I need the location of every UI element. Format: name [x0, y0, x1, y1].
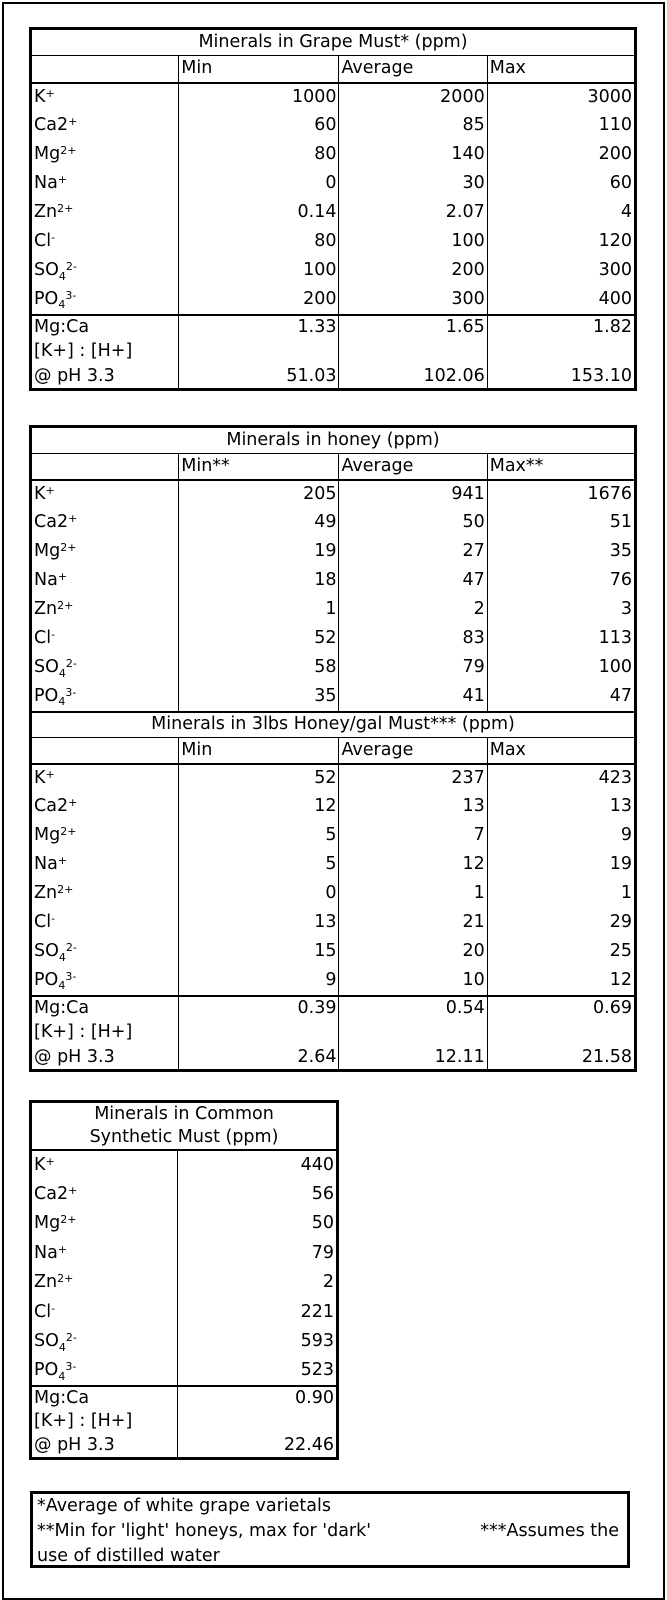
table-row — [31, 141, 636, 170]
ion-label — [31, 1180, 178, 1210]
header-average: Average — [339, 738, 487, 764]
value-cell: 140 — [339, 141, 487, 170]
ion-charge: 2+ — [57, 883, 74, 897]
value-cell: 50 — [339, 509, 487, 538]
value-cell: 0 — [179, 880, 339, 909]
ion-label — [31, 1357, 178, 1387]
ph-value: 2.64 — [179, 1046, 339, 1071]
value-cell: 523 — [178, 1357, 338, 1387]
ion-charge: - — [51, 1301, 56, 1315]
value-cell: 83 — [339, 625, 487, 654]
table-row — [31, 509, 636, 538]
ion-symbol: Ca2 — [34, 796, 69, 817]
empty-cell — [179, 340, 339, 365]
title-line-2: Synthetic Must (ppm) — [89, 1127, 279, 1147]
ph-value: 51.03 — [179, 365, 339, 390]
value-cell: 18 — [179, 567, 339, 596]
ion-subscript: 4 — [58, 1369, 66, 1383]
ion-label — [31, 1150, 178, 1180]
ion-subscript: 4 — [58, 695, 66, 709]
ion-symbol: Zn — [34, 599, 58, 620]
ion-subscript: 4 — [58, 298, 66, 312]
ion-charge: + — [45, 86, 55, 100]
value-cell: 29 — [487, 909, 635, 938]
value-cell: 21 — [339, 909, 487, 938]
table-row — [31, 1180, 338, 1210]
header-max: Max — [487, 56, 635, 83]
table-row — [31, 654, 636, 683]
ion-symbol: Na — [34, 570, 58, 591]
ion-symbol: PO — [34, 969, 59, 990]
ion-symbol: Mg — [34, 1213, 61, 1233]
header-blank — [31, 738, 179, 764]
ion-label — [31, 199, 179, 228]
value-cell: 1 — [339, 880, 487, 909]
table-row — [31, 170, 636, 199]
ratio-value: 1.65 — [339, 315, 487, 340]
value-cell: 2 — [339, 596, 487, 625]
table-row — [31, 1268, 338, 1298]
ion-label — [31, 83, 179, 112]
value-cell: 2 — [178, 1268, 338, 1298]
ph-value: 22.46 — [178, 1434, 338, 1458]
ion-symbol: K — [34, 1154, 46, 1175]
ion-label — [31, 654, 179, 683]
ratio-value: 0.39 — [179, 996, 339, 1021]
ion-charge: 3- — [65, 288, 77, 302]
ion-label — [31, 793, 179, 822]
ion-symbol: PO — [34, 1360, 59, 1380]
ion-symbol: Mg — [34, 825, 61, 846]
ratio-label: Mg:Ca — [31, 1386, 178, 1410]
ion-charge: 2+ — [57, 599, 74, 613]
ion-symbol: Mg — [34, 541, 61, 562]
table-row — [31, 480, 636, 509]
footnote-3-cont: use of distilled water — [37, 1546, 220, 1566]
value-cell: 0.14 — [179, 199, 339, 228]
value-cell: 13 — [487, 793, 635, 822]
ion-symbol: PO — [34, 685, 59, 706]
ion-label — [31, 625, 179, 654]
table-row — [31, 793, 636, 822]
ph-value: 12.11 — [339, 1046, 487, 1071]
ratio-value: 1.33 — [179, 315, 339, 340]
table-row — [31, 83, 636, 112]
value-cell: 79 — [178, 1239, 338, 1269]
table-row — [31, 1239, 338, 1269]
ion-symbol: Zn — [34, 883, 58, 904]
ph-row — [31, 1046, 636, 1071]
ratio-row — [31, 315, 636, 340]
honey-table — [29, 425, 637, 1072]
value-cell: 300 — [487, 257, 635, 286]
value-cell: 100 — [179, 257, 339, 286]
ion-charge: 2- — [65, 1331, 77, 1344]
ion-label — [31, 170, 179, 199]
value-cell: 110 — [487, 112, 635, 141]
footnote-3: ***Assumes the — [480, 1521, 619, 1541]
ion-label — [31, 967, 179, 996]
header-min: Min — [179, 56, 339, 83]
value-cell: 7 — [339, 822, 487, 851]
header-average: Average — [339, 56, 487, 83]
ion-symbol: Na — [34, 173, 58, 194]
table-row — [31, 228, 636, 257]
ion-charge: 2+ — [57, 202, 74, 216]
empty-cell — [487, 1021, 635, 1046]
value-cell: 1000 — [179, 83, 339, 112]
empty-cell — [487, 340, 635, 365]
ion-charge: + — [57, 173, 68, 187]
value-cell: 200 — [179, 286, 339, 315]
ion-charge: + — [45, 767, 55, 781]
ion-charge: - — [51, 231, 56, 245]
table-row — [31, 596, 636, 625]
table-row — [31, 1150, 338, 1180]
ion-label — [31, 764, 179, 793]
synthetic-must-table — [29, 1100, 339, 1460]
ion-symbol: Cl — [34, 628, 52, 649]
value-cell: 50 — [178, 1209, 338, 1239]
value-cell: 237 — [339, 764, 487, 793]
value-cell: 120 — [487, 228, 635, 257]
ion-symbol: Cl — [34, 231, 52, 252]
ion-label — [31, 822, 179, 851]
khr-row — [31, 1021, 636, 1046]
value-cell: 76 — [487, 567, 635, 596]
value-cell: 80 — [179, 141, 339, 170]
ion-label — [31, 851, 179, 880]
khr-label: [K+] : [H+] — [34, 1022, 133, 1043]
value-cell: 200 — [487, 141, 635, 170]
value-cell: 113 — [487, 625, 635, 654]
ion-charge: - — [51, 912, 56, 926]
value-cell: 200 — [339, 257, 487, 286]
ion-symbol: Ca2 — [34, 1183, 69, 1204]
ion-label — [31, 1209, 178, 1239]
footnotes-box — [30, 1491, 630, 1568]
table-row — [31, 1357, 338, 1387]
value-cell: 941 — [339, 480, 487, 509]
value-cell: 35 — [179, 683, 339, 712]
value-cell: 27 — [339, 538, 487, 567]
value-cell: 12 — [339, 851, 487, 880]
ratio-value: 1.82 — [487, 315, 635, 340]
ion-charge: + — [45, 483, 55, 497]
ion-symbol: Na — [34, 1242, 58, 1263]
ion-label — [31, 1298, 178, 1328]
khr-row — [31, 340, 636, 365]
title-line-1: Minerals in Common — [94, 1104, 274, 1124]
ratio-value: 0.90 — [178, 1386, 338, 1410]
empty-cell — [178, 1410, 338, 1434]
table-row — [31, 538, 636, 567]
value-cell: 205 — [179, 480, 339, 509]
value-cell: 49 — [179, 509, 339, 538]
ion-charge: 3- — [65, 1360, 77, 1373]
ratio-row — [31, 1386, 338, 1410]
khr-label: [K+] : [H+] — [34, 1411, 133, 1432]
ion-label — [31, 1268, 178, 1298]
ion-symbol: Ca2 — [34, 115, 69, 136]
table-row — [31, 967, 636, 996]
ratio-value: 0.69 — [487, 996, 635, 1021]
value-cell: 15 — [179, 938, 339, 967]
ion-symbol: K — [34, 483, 46, 504]
empty-cell — [339, 340, 487, 365]
ion-charge: + — [68, 1183, 78, 1197]
value-cell: 221 — [178, 1298, 338, 1328]
ion-label — [31, 286, 179, 315]
header-min: Min** — [179, 454, 339, 480]
ion-charge: - — [51, 628, 56, 642]
ion-label — [31, 909, 179, 938]
ion-charge: + — [57, 854, 68, 868]
value-cell: 300 — [339, 286, 487, 315]
value-cell: 10 — [339, 967, 487, 996]
value-cell: 41 — [339, 683, 487, 712]
value-cell: 25 — [487, 938, 635, 967]
ion-label — [31, 141, 179, 170]
value-cell: 19 — [487, 851, 635, 880]
table-row — [31, 1298, 338, 1328]
value-cell: 9 — [179, 967, 339, 996]
value-cell: 47 — [339, 567, 487, 596]
value-cell: 1676 — [487, 480, 635, 509]
value-cell: 85 — [339, 112, 487, 141]
footnote-1: *Average of white grape varietals — [37, 1496, 331, 1516]
ion-label — [31, 596, 179, 625]
khr-row — [31, 1410, 338, 1434]
table-title: Minerals in honey (ppm) — [226, 429, 440, 450]
value-cell: 30 — [339, 170, 487, 199]
ion-charge: 2- — [65, 941, 77, 955]
value-cell: 20 — [339, 938, 487, 967]
value-cell: 56 — [178, 1180, 338, 1210]
value-cell: 52 — [179, 625, 339, 654]
ion-subscript: 4 — [58, 666, 66, 680]
table-row — [31, 1327, 338, 1357]
table-row — [31, 938, 636, 967]
khr-label: [K+] : [H+] — [34, 341, 133, 362]
ion-symbol: SO — [34, 657, 59, 678]
table-row — [31, 257, 636, 286]
ion-label — [31, 509, 179, 538]
empty-cell — [179, 1021, 339, 1046]
value-cell: 13 — [179, 909, 339, 938]
ion-charge: 2- — [65, 260, 77, 274]
value-cell: 1 — [179, 596, 339, 625]
ion-charge: + — [68, 512, 78, 526]
ion-label — [31, 228, 179, 257]
value-cell: 2.07 — [339, 199, 487, 228]
ph-value: 102.06 — [339, 365, 487, 390]
ratio-row — [31, 996, 636, 1021]
table-row — [31, 112, 636, 141]
grape-must-table — [29, 27, 637, 391]
ion-symbol: K — [34, 86, 46, 107]
table-title: Minerals in Grape Must* (ppm) — [198, 31, 468, 52]
value-cell: 47 — [487, 683, 635, 712]
ion-charge: + — [57, 1242, 68, 1256]
ion-symbol: Ca2 — [34, 512, 69, 533]
ion-label — [31, 567, 179, 596]
value-cell: 12 — [179, 793, 339, 822]
value-cell: 1 — [487, 880, 635, 909]
table-title — [31, 1102, 338, 1151]
ion-subscript: 4 — [58, 1340, 66, 1354]
ion-label — [31, 1327, 178, 1357]
value-cell: 19 — [179, 538, 339, 567]
ion-symbol: Mg — [34, 144, 61, 165]
value-cell: 51 — [487, 509, 635, 538]
value-cell: 4 — [487, 199, 635, 228]
value-cell: 440 — [178, 1150, 338, 1180]
ion-label — [31, 683, 179, 712]
header-min: Min — [179, 738, 339, 764]
table-row — [31, 764, 636, 793]
ion-charge: + — [57, 570, 68, 584]
empty-cell — [339, 1021, 487, 1046]
value-cell: 52 — [179, 764, 339, 793]
ion-symbol: Zn — [34, 1272, 58, 1292]
value-cell: 100 — [487, 654, 635, 683]
ion-charge: + — [68, 796, 78, 810]
section-title: Minerals in 3lbs Honey/gal Must*** (ppm) — [31, 712, 636, 738]
value-cell: 80 — [179, 228, 339, 257]
value-cell: 3000 — [487, 83, 635, 112]
value-cell: 35 — [487, 538, 635, 567]
ion-label — [31, 257, 179, 286]
header-blank — [31, 454, 179, 480]
header-max: Max — [487, 738, 635, 764]
table-row — [31, 683, 636, 712]
ion-charge: 3- — [65, 685, 77, 699]
table-row — [31, 286, 636, 315]
ion-charge: 2+ — [60, 1213, 77, 1226]
value-cell: 79 — [339, 654, 487, 683]
ion-charge: 2+ — [60, 825, 77, 839]
value-cell: 0 — [179, 170, 339, 199]
ion-label — [31, 880, 179, 909]
ph-row — [31, 1434, 338, 1458]
value-cell: 100 — [339, 228, 487, 257]
ph-value: 21.58 — [487, 1046, 635, 1071]
ion-subscript: 4 — [58, 979, 66, 993]
value-cell: 3 — [487, 596, 635, 625]
ion-subscript: 4 — [58, 269, 66, 283]
ion-symbol: SO — [34, 260, 59, 281]
value-cell: 400 — [487, 286, 635, 315]
ph-row — [31, 365, 636, 390]
table-row — [31, 199, 636, 228]
value-cell: 5 — [179, 851, 339, 880]
ion-label — [31, 538, 179, 567]
ion-charge: 3- — [65, 969, 77, 983]
ion-symbol: Zn — [34, 202, 58, 223]
ion-label — [31, 1239, 178, 1269]
ph-label: @ pH 3.3 — [34, 1046, 115, 1067]
ion-label — [31, 112, 179, 141]
header-max: Max** — [487, 454, 635, 480]
ph-label: @ pH 3.3 — [34, 365, 115, 386]
ion-symbol: Na — [34, 854, 58, 875]
table-row — [31, 625, 636, 654]
value-cell: 58 — [179, 654, 339, 683]
header-average: Average — [339, 454, 487, 480]
value-cell: 423 — [487, 764, 635, 793]
header-blank — [31, 56, 179, 83]
ion-symbol: PO — [34, 288, 59, 309]
ion-symbol: Cl — [34, 1301, 52, 1322]
value-cell: 593 — [178, 1327, 338, 1357]
ion-charge: 2+ — [60, 144, 77, 158]
ph-value: 153.10 — [487, 365, 635, 390]
ion-symbol: Cl — [34, 912, 52, 933]
value-cell: 12 — [487, 967, 635, 996]
ratio-label: Mg:Ca — [31, 996, 179, 1021]
ion-label — [31, 480, 179, 509]
table-row — [31, 851, 636, 880]
value-cell: 13 — [339, 793, 487, 822]
ion-label — [31, 938, 179, 967]
ion-symbol: SO — [34, 941, 59, 962]
table-row — [31, 880, 636, 909]
value-cell: 5 — [179, 822, 339, 851]
ion-subscript: 4 — [58, 950, 66, 964]
ion-symbol: SO — [34, 1331, 59, 1351]
ion-symbol: K — [34, 767, 46, 788]
ion-charge: 2+ — [57, 1272, 74, 1285]
value-cell: 60 — [179, 112, 339, 141]
ion-charge: + — [45, 1154, 55, 1168]
ion-charge: 2- — [65, 657, 77, 671]
table-row — [31, 1209, 338, 1239]
ph-label: @ pH 3.3 — [34, 1434, 115, 1455]
value-cell: 2000 — [339, 83, 487, 112]
ion-charge: + — [68, 115, 78, 129]
value-cell: 60 — [487, 170, 635, 199]
table-row — [31, 567, 636, 596]
ion-charge: 2+ — [60, 541, 77, 555]
table-row — [31, 909, 636, 938]
ratio-label: Mg:Ca — [31, 315, 179, 340]
value-cell: 9 — [487, 822, 635, 851]
table-row — [31, 822, 636, 851]
ratio-value: 0.54 — [339, 996, 487, 1021]
footnote-2: **Min for 'light' honeys, max for 'dark' — [37, 1521, 372, 1541]
